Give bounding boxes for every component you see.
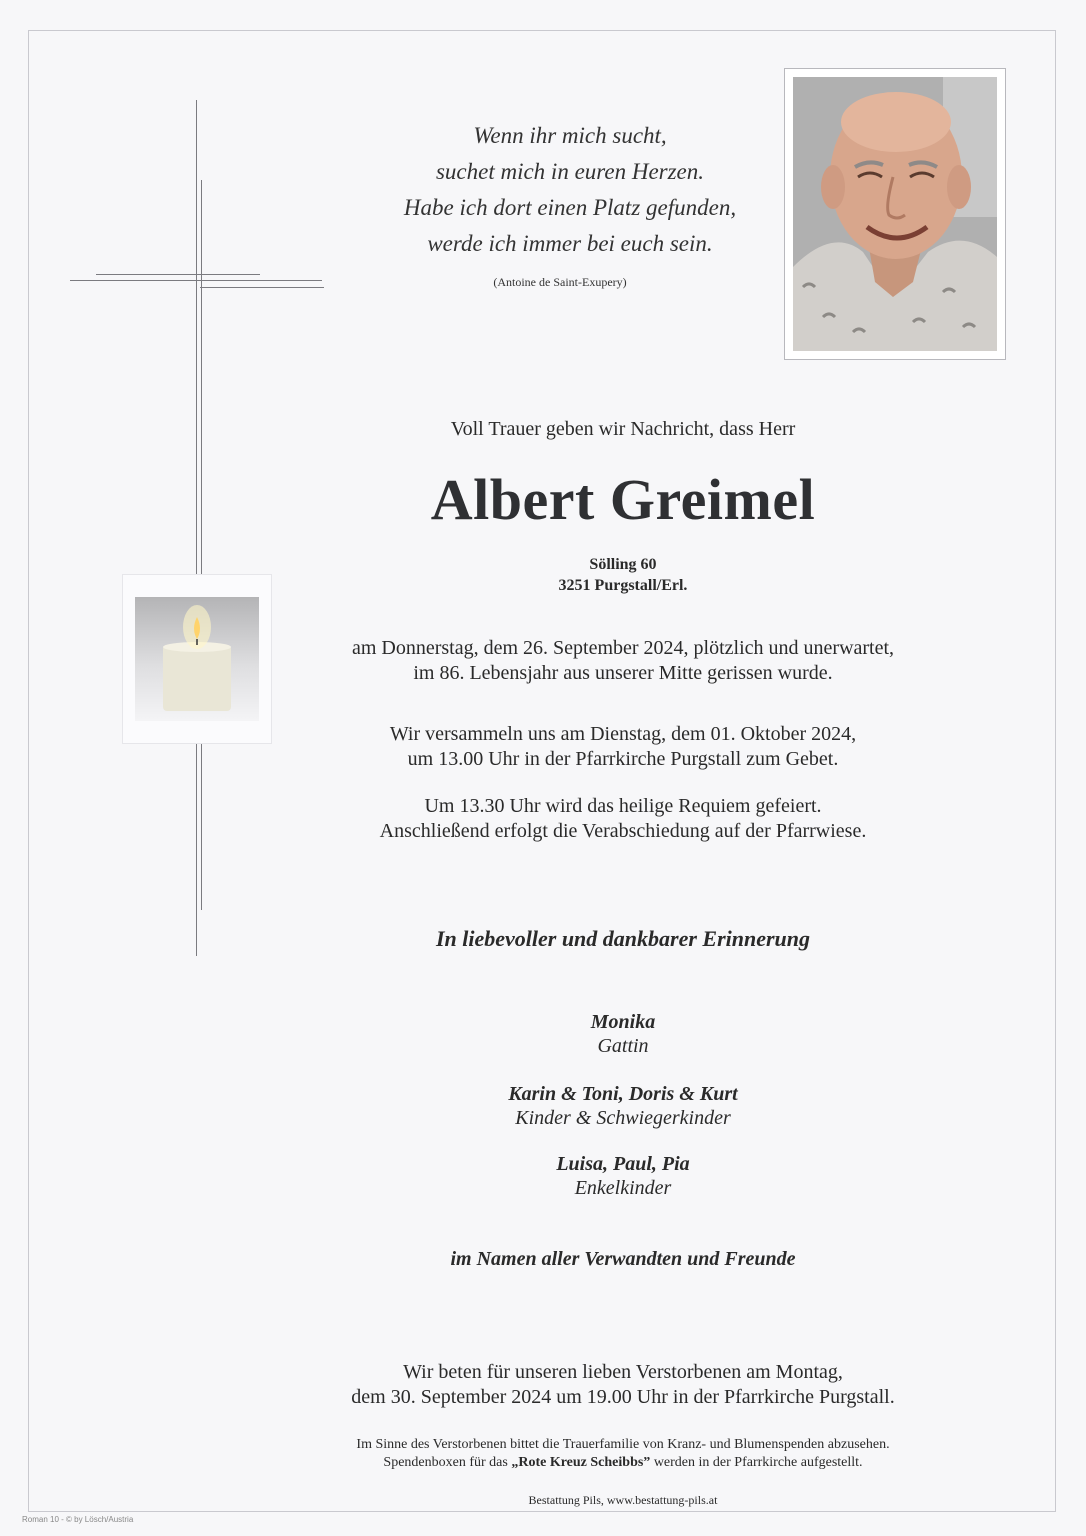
portrait-photo [784,68,1006,360]
address-city: 3251 Purgstall/Erl. [558,577,688,594]
prayer-notice [300,1360,946,1410]
family-relation: Enkelkinder [574,1177,672,1199]
prayer-line: Wir beten für unseren lieben Verstorbenen am Montag, [403,1361,843,1383]
family-relation: Gattin [597,1035,649,1057]
prayer-line: dem 30. September 2024 um 19.00 Uhr in der Pfarrkirche Purgstall. [351,1386,895,1408]
family-names: Monika [590,1011,656,1033]
requiem-line: Anschließend erfolgt die Verabschiedung auf der Pfarrwiese. [379,820,867,842]
donation-line [280,1454,966,1472]
template-credit: Roman 10 - © by Lösch/Austria [22,1515,134,1524]
quote-line: Wenn ihr mich sucht, [473,123,667,148]
gathering-line: Wir versammeln uns am Dienstag, dem 01. Oktober 2024, [389,723,857,745]
family-relation: Kinder & Schwiegerkinder [515,1107,731,1129]
family-group [380,1010,866,1058]
donation-recipient: „Rote Kreuz Scheibbs” [511,1455,651,1470]
donation-prefix: Spendenboxen für das [383,1455,512,1470]
quote [330,118,810,262]
funeral-home-footer: Bestattung Pils, www.bestattung-pils.at [528,1493,718,1507]
quote-line: Habe ich dort einen Platz gefunden, [403,195,737,220]
family-names: Luisa, Paul, Pia [556,1153,690,1175]
on-behalf-text: im Namen aller Verwandten und Freunde [450,1248,796,1270]
death-notice-line: am Donnerstag, dem 26. September 2024, plötzlich und unerwartet, [351,637,895,659]
donation-note [280,1436,966,1472]
memory-heading: In liebevoller und dankbarer Erinnerung [435,926,811,951]
portrait-image [793,77,997,351]
family-group [380,1152,866,1200]
gathering-line: um 13.00 Uhr in der Pfarrkirche Purgstall zum Gebet. [407,748,839,770]
address-street: Sölling 60 [589,556,657,573]
address [430,554,816,596]
intro-text: Voll Trauer geben wir Nachricht, dass Herr [450,418,796,440]
family-group [380,1082,866,1130]
donation-suffix: werden in der Pfarrkirche aufgestellt. [650,1455,863,1470]
family-names: Karin & Toni, Doris & Kurt [508,1083,738,1105]
requiem-line: Um 13.30 Uhr wird das heilige Requiem gefeiert. [424,795,822,817]
deceased-name: Albert Greimel [430,467,816,532]
quote-line: werde ich immer bei euch sein. [427,231,713,256]
quote-line: suchet mich in euren Herzen. [435,159,705,184]
death-notice-line: im 86. Lebensjahr aus unserer Mitte gerissen wurde. [413,662,833,684]
candle-picture [122,574,272,744]
death-notice [300,636,946,686]
candle-icon [135,597,259,721]
quote-attribution: (Antoine de Saint-Exupery) [493,275,627,289]
gathering-notice [300,722,946,772]
requiem-notice [300,794,946,844]
donation-line: Im Sinne des Verstorbenen bittet die Trauerfamilie von Kranz- und Blumenspenden abzusehen. [356,1437,890,1452]
